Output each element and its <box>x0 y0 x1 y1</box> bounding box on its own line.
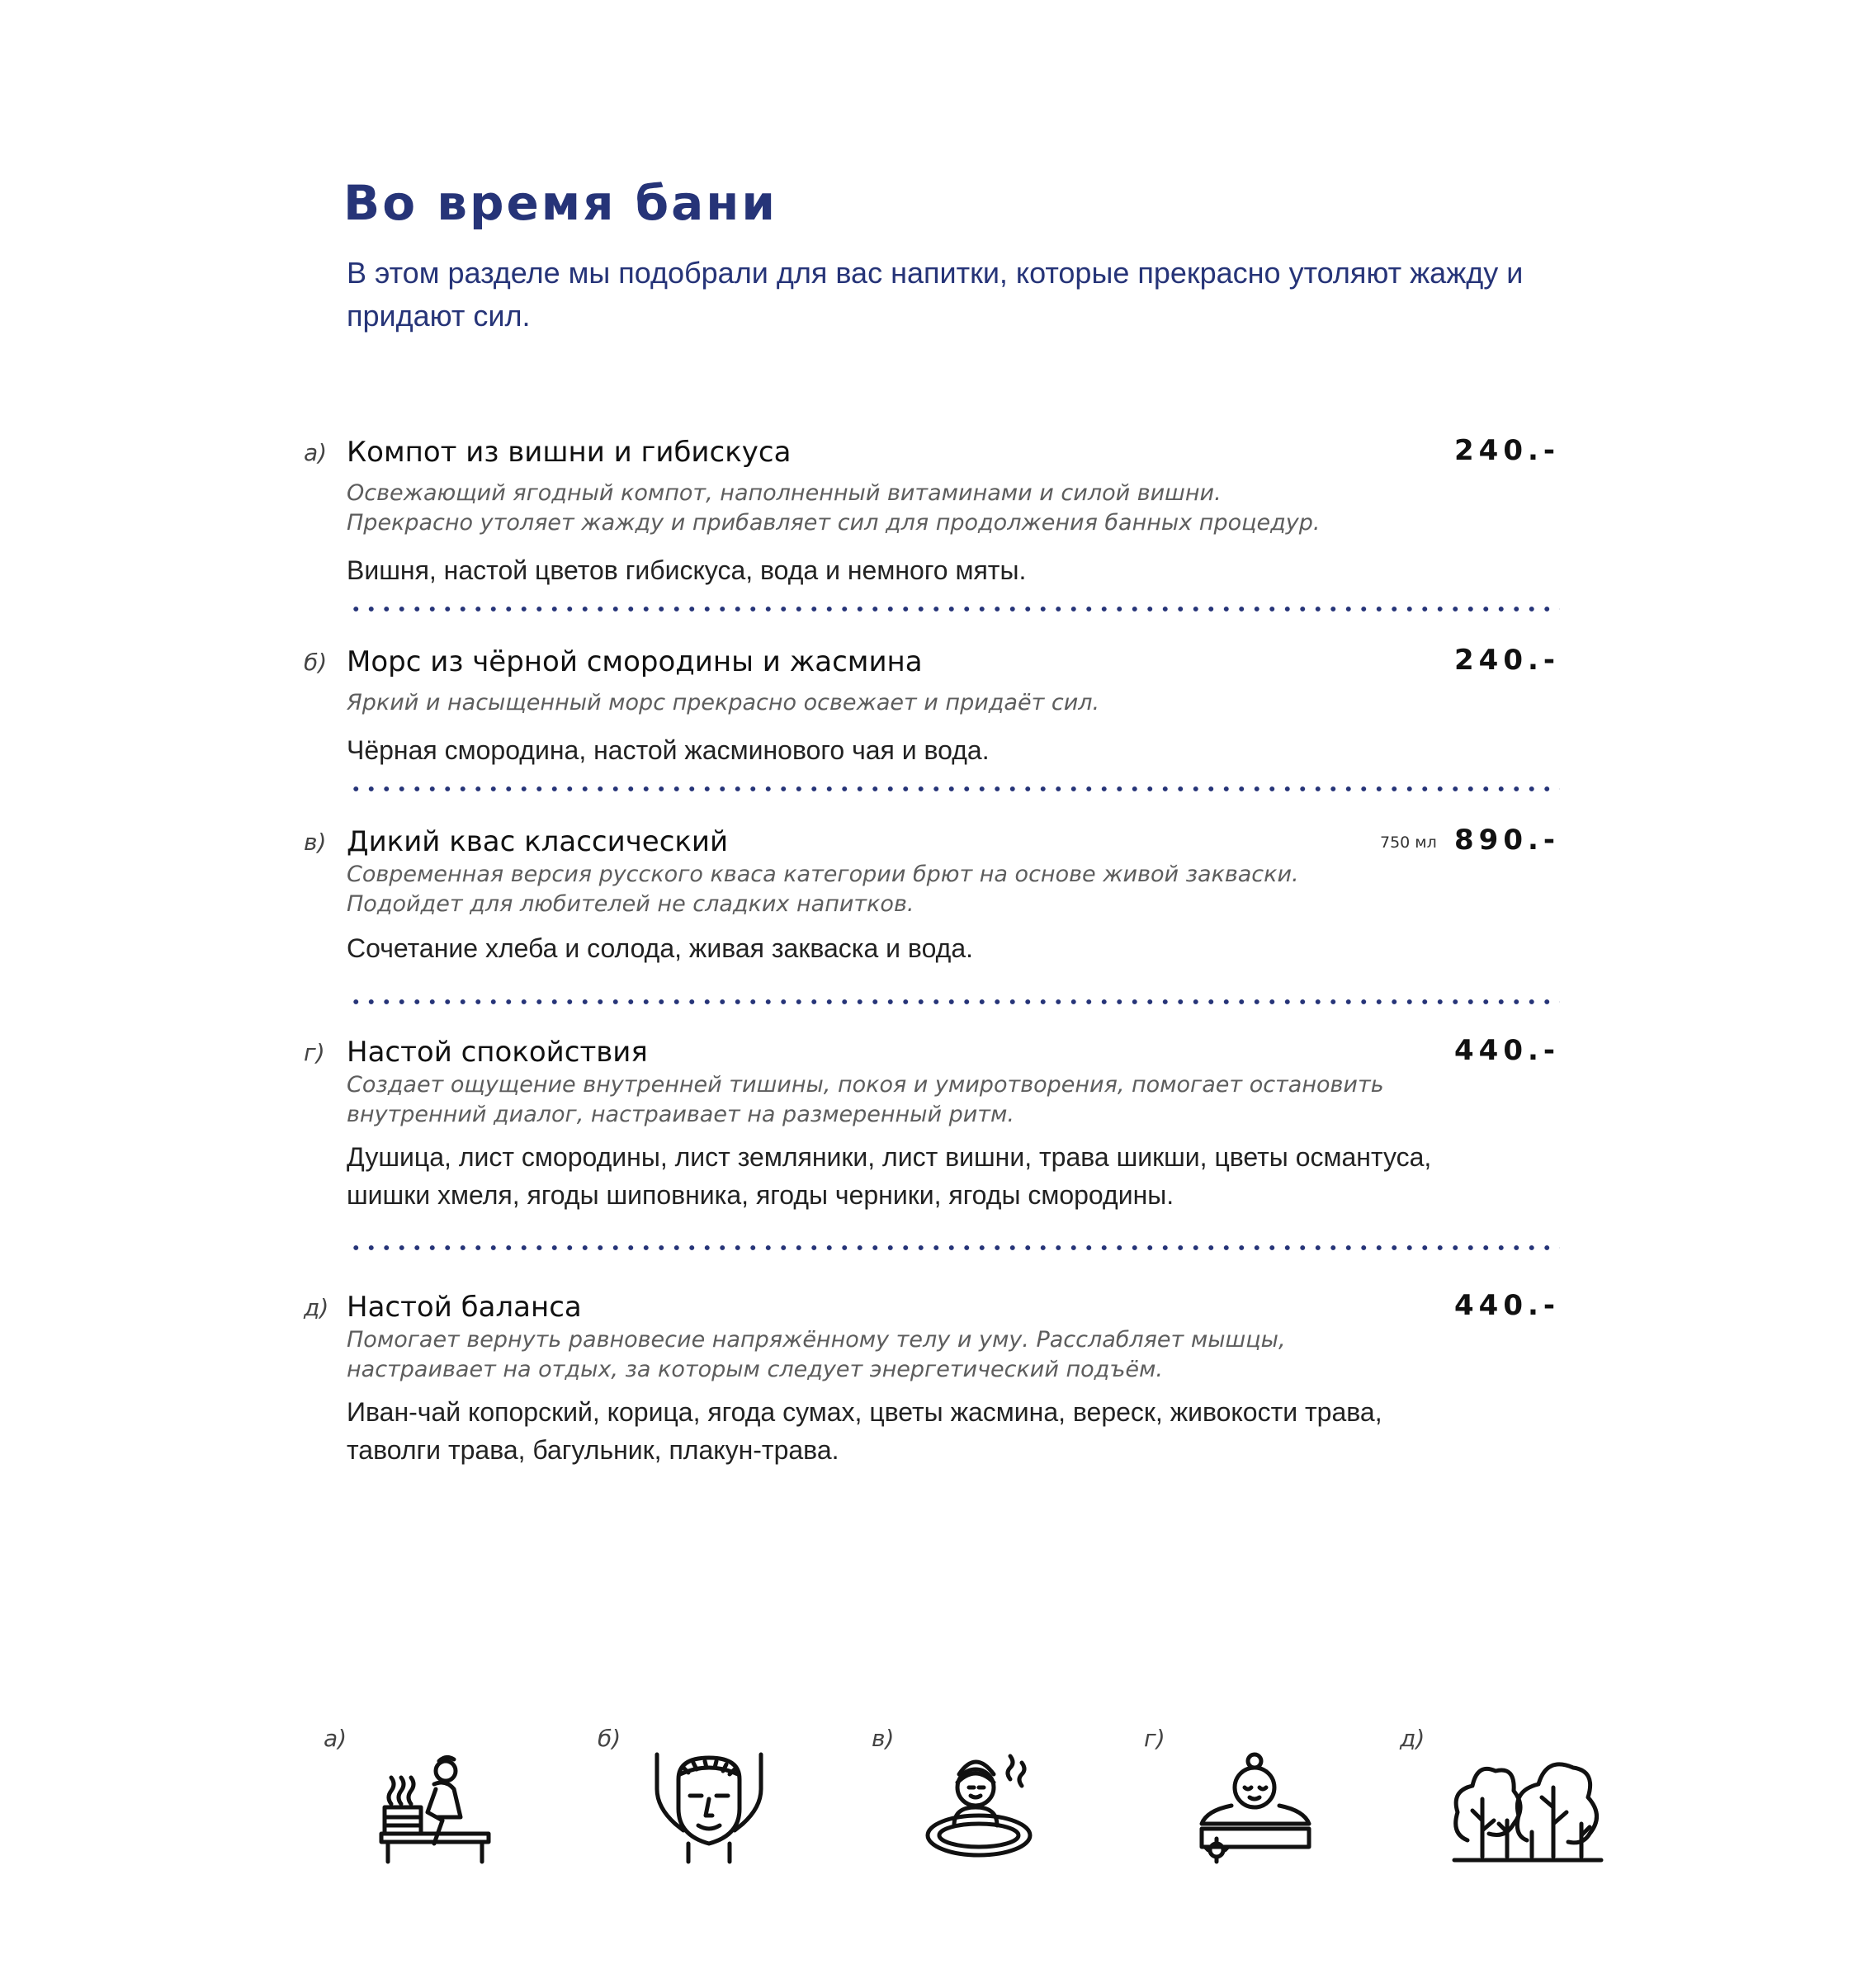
item-letter: б) <box>304 649 328 676</box>
item-ingredients <box>347 731 1444 769</box>
icon-cell <box>872 1725 1037 1873</box>
item-description-line: Прекрасно утоляет жажду и прибавляет сил для продолжения банных процедур. <box>347 510 1321 536</box>
item-description <box>347 1325 1420 1385</box>
item-price: 240.- <box>1454 644 1560 677</box>
dotted-divider <box>348 999 1560 1004</box>
item-ingredients-line: Вишня, настой цветов гибискуса, вода и немного мяты. <box>347 555 1027 585</box>
item-price: 440.- <box>1454 1289 1560 1322</box>
intro-text: В этом разделе мы подобрали для вас напитки, которые прекрасно утоляют жажду и придают сил. <box>347 256 1524 333</box>
relaxing-person-icon <box>1193 1750 1317 1865</box>
item-description <box>347 688 1420 718</box>
item-ingredients-line: шишки хмеля, ягоды шиповника, ягоды черники, ягоды смородины. <box>347 1180 1174 1210</box>
item-name: Компот из вишни и гибискуса <box>347 436 792 469</box>
item-description-line: настраивает на отдых, за которым следует энергетический подъём. <box>347 1357 1163 1382</box>
item-description-line: Создает ощущение внутренней тишины, покоя и умиротворения, помогает остановить <box>347 1072 1384 1098</box>
item-description <box>347 1070 1420 1130</box>
sauna-icon <box>373 1750 497 1865</box>
dotted-divider <box>348 607 1560 612</box>
item-ingredients <box>347 929 1444 967</box>
item-letter: в) <box>304 829 327 856</box>
item-ingredients <box>347 1393 1444 1469</box>
item-description <box>347 479 1420 538</box>
dotted-divider <box>348 786 1560 791</box>
icon-cell <box>324 1725 489 1873</box>
forest-icon <box>1449 1750 1606 1865</box>
icon-letter: г) <box>1144 1725 1165 1752</box>
item-ingredients-line: Душица, лист смородины, лист земляники, лист вишни, трава шикши, цветы османтуса, <box>347 1142 1432 1172</box>
item-description-line: внутренний диалог, настраивает на размеренный ритм. <box>347 1102 1014 1127</box>
item-description <box>347 860 1420 919</box>
item-ingredients-line: Чёрная смородина, настой жасминового чая и вода. <box>347 735 990 765</box>
item-description-line: Подойдет для любителей не сладких напитков. <box>347 891 914 917</box>
item-letter: г) <box>304 1039 325 1066</box>
item-name: Дикий квас классический <box>347 825 729 858</box>
item-name: Настой баланса <box>347 1291 582 1324</box>
item-letter: а) <box>304 439 328 466</box>
item-name: Морс из чёрной смородины и жасмина <box>347 645 923 678</box>
item-ingredients <box>347 551 1444 589</box>
item-price: 440.- <box>1454 1034 1560 1067</box>
page-title: Во время бани <box>343 175 777 231</box>
item-ingredients <box>347 1138 1444 1214</box>
dotted-divider <box>348 1245 1560 1250</box>
item-description-line: Современная версия русского кваса категории брют на основе живой закваски. <box>347 862 1299 887</box>
icon-letter: а) <box>324 1725 347 1752</box>
item-description-line: Помогает вернуть равновесие напряжённому телу и уму. Расслабляет мышцы, <box>347 1327 1286 1353</box>
item-description-line: Яркий и насыщенный морс прекрасно освежает и придаёт сил. <box>347 690 1100 715</box>
item-price: 240.- <box>1454 434 1560 467</box>
item-ingredients-line: Сочетание хлеба и солода, живая закваска и вода. <box>347 933 974 963</box>
item-name: Настой спокойствия <box>347 1036 648 1069</box>
icon-letter: д) <box>1400 1725 1425 1752</box>
face-massage-icon <box>647 1750 771 1865</box>
hot-tub-icon <box>921 1750 1045 1865</box>
icon-cell <box>1400 1725 1565 1873</box>
icon-letter: в) <box>872 1725 895 1752</box>
icon-cell <box>1144 1725 1309 1873</box>
icon-cell <box>598 1725 763 1873</box>
item-ingredients-line: Иван-чай копорский, корица, ягода сумах, цветы жасмина, вереск, живокости трава, <box>347 1397 1382 1427</box>
item-price: 890.- <box>1454 824 1560 857</box>
item-ingredients-line: таволги трава, багульник, плакун-трава. <box>347 1435 839 1465</box>
item-volume: 750 мл <box>1380 833 1437 852</box>
item-description-line: Освежающий ягодный компот, наполненный витаминами и силой вишни. <box>347 480 1222 506</box>
item-letter: д) <box>304 1294 329 1321</box>
icon-letter: б) <box>598 1725 621 1752</box>
